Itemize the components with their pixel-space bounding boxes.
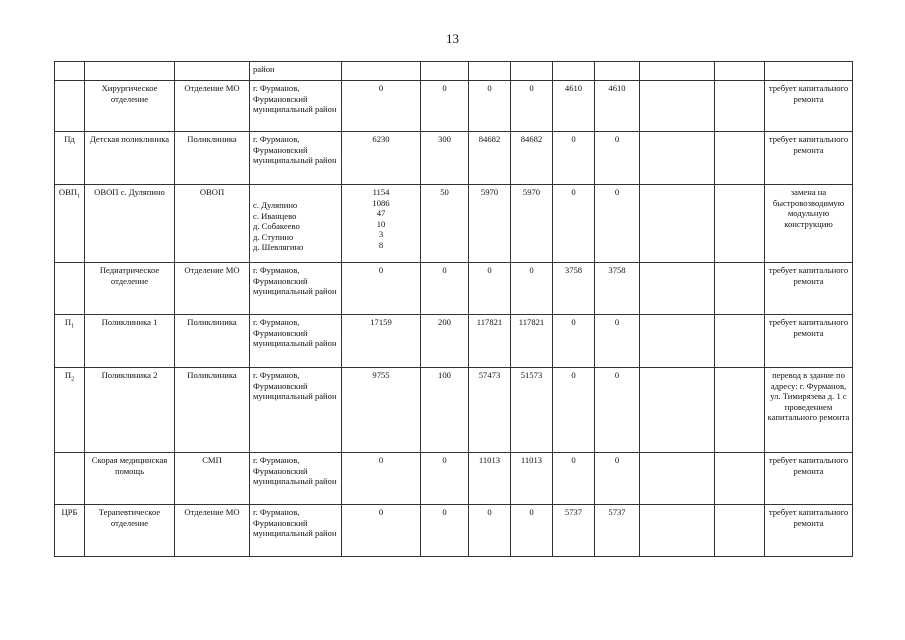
cell-localities [250, 185, 342, 263]
cell-place: г. Фурманов, Фурмановский муниципальный район [250, 315, 342, 368]
cell-place: г. Фурманов, Фурмановский муниципальный район [250, 263, 342, 315]
cell-population: 0 [342, 453, 421, 505]
cell-name: Хирургическое отделение [85, 81, 175, 132]
cell-empty [553, 62, 595, 81]
code-subscript: 1 [77, 193, 81, 200]
cell-code [55, 132, 85, 185]
cell-type: Отделение МО [175, 505, 250, 557]
cell-value-5: 0 [553, 132, 595, 185]
cell-value-4: 0 [511, 505, 553, 557]
cell-place: г. Фурманов, Фурмановский муниципальный район [250, 505, 342, 557]
cell-note: требует капитального ремонта [765, 81, 853, 132]
cell-value-5: 5737 [553, 505, 595, 557]
cell-value-5: 0 [553, 185, 595, 263]
cell-code [55, 505, 85, 557]
cell-value-6: 5737 [595, 505, 640, 557]
cell-empty [715, 263, 765, 315]
cell-value-2: 50 [421, 185, 469, 263]
cell-empty [175, 62, 250, 81]
cell-empty [715, 505, 765, 557]
cell-empty [715, 132, 765, 185]
code-text: П [64, 317, 72, 327]
cell-value-4: 117821 [511, 315, 553, 368]
locality-count: 47 [376, 208, 386, 219]
cell-value-2: 0 [421, 453, 469, 505]
cell-type: Поликлиника [175, 315, 250, 368]
cell-value-2: 300 [421, 132, 469, 185]
cell-empty [511, 62, 553, 81]
locality-count: 3 [378, 229, 384, 240]
cell-code [55, 185, 85, 263]
cell-empty [595, 62, 640, 81]
cell-note: требует капитального ремонта [765, 505, 853, 557]
cell-name: Поликлиника 1 [85, 315, 175, 368]
cell-value-3: 0 [469, 505, 511, 557]
cell-value-3: 117821 [469, 315, 511, 368]
cell-name: Терапевтическое отделение [85, 505, 175, 557]
cell-empty [715, 368, 765, 453]
cell-value-5: 3758 [553, 263, 595, 315]
cell-population [342, 185, 421, 263]
table-row [55, 368, 853, 453]
cell-value-6: 0 [595, 132, 640, 185]
cell-place: район [250, 62, 342, 81]
cell-population: 9755 [342, 368, 421, 453]
cell-value-3: 84682 [469, 132, 511, 185]
cell-empty [765, 62, 853, 81]
cell-population: 6230 [342, 132, 421, 185]
page-number: 13 [446, 31, 459, 46]
cell-value-5: 4610 [553, 81, 595, 132]
cell-value-5: 0 [553, 315, 595, 368]
cell-population: 0 [342, 81, 421, 132]
cell-value-6: 0 [595, 453, 640, 505]
cell-place: г. Фурманов, Фурмановский муниципальный район [250, 453, 342, 505]
cell-value-2: 0 [421, 81, 469, 132]
locality-name: с. Дуляпино [253, 200, 298, 210]
population-total: 1154 [372, 187, 390, 197]
cell-place: г. Фурманов, Фурмановский муниципальный район [250, 368, 342, 453]
cell-empty [715, 81, 765, 132]
locality-name: д. Шевлягино [253, 242, 304, 253]
cell-value-3: 0 [469, 81, 511, 132]
cell-note: перевод в здание по адресу: г. Фурманов, ул. Тимирязева д. 1 с проведением капитального ремонта [765, 368, 853, 453]
cell-code [55, 263, 85, 315]
locality-count: 8 [378, 239, 384, 250]
table-row [55, 185, 853, 263]
locality-count: 10 [376, 218, 386, 229]
code-subscript: 2 [71, 376, 75, 383]
table-row [55, 263, 853, 315]
cell-value-6: 0 [595, 315, 640, 368]
cell-empty [640, 505, 715, 557]
cell-population: 17159 [342, 315, 421, 368]
cell-empty [55, 62, 85, 81]
cell-value-3: 0 [469, 263, 511, 315]
cell-place: г. Фурманов, Фурмановский муниципальный район [250, 132, 342, 185]
cell-value-2: 100 [421, 368, 469, 453]
cell-type: Отделение МО [175, 81, 250, 132]
cell-empty [640, 315, 715, 368]
cell-value-6: 3758 [595, 263, 640, 315]
locality-name: с. Иванцево [253, 210, 297, 221]
cell-value-4: 11013 [511, 453, 553, 505]
cell-name: Поликлиника 2 [85, 368, 175, 453]
cell-code [55, 368, 85, 453]
cell-empty [715, 185, 765, 263]
cell-value-3: 57473 [469, 368, 511, 453]
table-row [55, 315, 853, 368]
cell-code [55, 315, 85, 368]
cell-type: ОВОП [175, 185, 250, 263]
cell-empty [715, 315, 765, 368]
cell-place: г. Фурманов, Фурмановский муниципальный район [250, 81, 342, 132]
cell-value-6: 4610 [595, 81, 640, 132]
code-text: П [64, 370, 72, 380]
cell-name: ОВОП с. Дуляпино [85, 185, 175, 263]
cell-type: СМП [175, 453, 250, 505]
table-row [55, 81, 853, 132]
cell-value-6: 0 [595, 185, 640, 263]
cell-value-3: 11013 [469, 453, 511, 505]
locality-count: 1086 [372, 197, 390, 208]
cell-empty [715, 453, 765, 505]
cell-empty [640, 263, 715, 315]
cell-empty [342, 62, 421, 81]
cell-value-4: 51573 [511, 368, 553, 453]
locality-name: д. Собакеево [253, 221, 300, 232]
cell-empty [715, 62, 765, 81]
cell-note: требует капитального ремонта [765, 132, 853, 185]
cell-name: Скорая медицинская помощь [85, 453, 175, 505]
table-row [55, 132, 853, 185]
cell-empty [640, 62, 715, 81]
cell-name: Педиатрическое отделение [85, 263, 175, 315]
cell-value-4: 84682 [511, 132, 553, 185]
cell-value-2: 200 [421, 315, 469, 368]
table-row [55, 505, 853, 557]
cell-value-4: 5970 [511, 185, 553, 263]
cell-code [55, 81, 85, 132]
cell-note: требует капитального ремонта [765, 453, 853, 505]
cell-type: Поликлиника [175, 368, 250, 453]
cell-name: Детская поликлиника [85, 132, 175, 185]
cell-empty [469, 62, 511, 81]
locality-name: д. Ступино [253, 231, 294, 242]
cell-value-6: 0 [595, 368, 640, 453]
cell-empty [640, 185, 715, 263]
cell-type: Поликлиника [175, 132, 250, 185]
facilities-table [54, 61, 853, 557]
code-text: Пд [64, 134, 75, 144]
cell-value-3: 5970 [469, 185, 511, 263]
cell-note: требует капитального ремонта [765, 263, 853, 315]
cell-empty [640, 132, 715, 185]
cell-population: 0 [342, 263, 421, 315]
cell-value-5: 0 [553, 453, 595, 505]
cell-empty [640, 81, 715, 132]
cell-note: замена на быстровозводимую модульную конструкцию [765, 185, 853, 263]
cell-population: 0 [342, 505, 421, 557]
table-row-continuation [55, 62, 853, 81]
cell-value-2: 0 [421, 263, 469, 315]
cell-value-4: 0 [511, 263, 553, 315]
cell-empty [640, 368, 715, 453]
cell-note: требует капитального ремонта [765, 315, 853, 368]
cell-value-5: 0 [553, 368, 595, 453]
code-subscript: 1 [71, 323, 75, 330]
cell-value-4: 0 [511, 81, 553, 132]
cell-code [55, 453, 85, 505]
cell-empty [640, 453, 715, 505]
code-text: ЦРБ [61, 507, 78, 517]
table-row [55, 453, 853, 505]
cell-value-2: 0 [421, 505, 469, 557]
cell-empty [85, 62, 175, 81]
code-text: ОВП [58, 187, 78, 197]
cell-type: Отделение МО [175, 263, 250, 315]
cell-empty [421, 62, 469, 81]
